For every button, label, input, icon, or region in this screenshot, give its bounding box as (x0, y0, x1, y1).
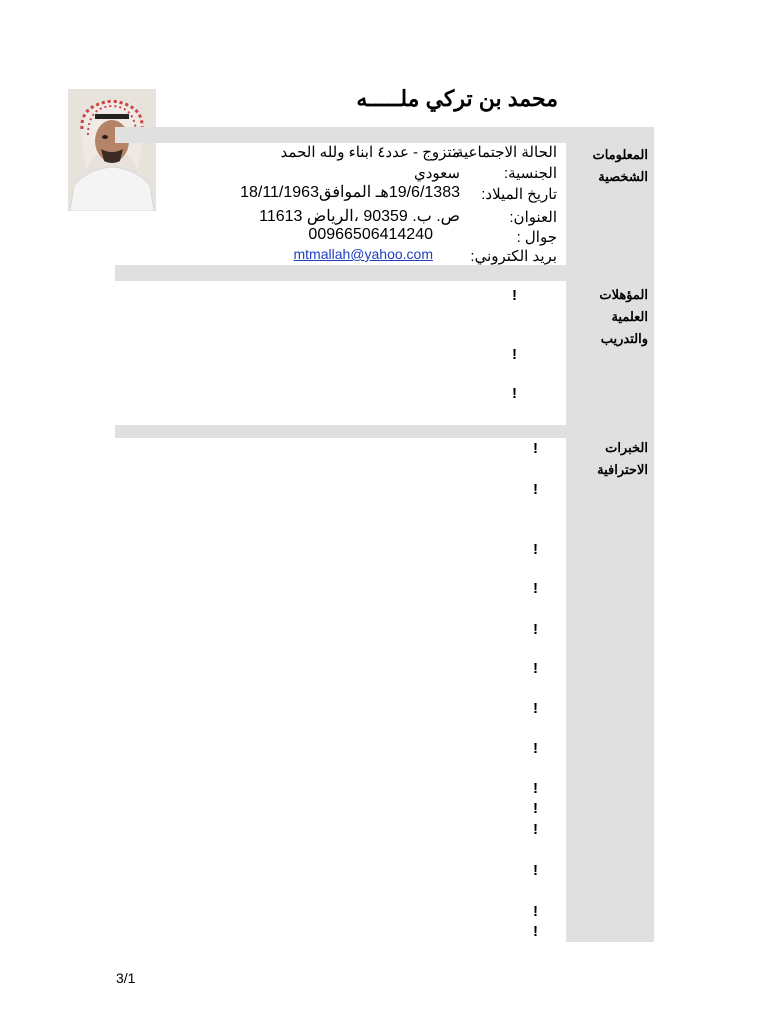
bullet-icon: ! (533, 621, 538, 638)
field-value-nationality: سعودي (414, 165, 460, 182)
page-title: محمد بن تركي ملـــــه (356, 86, 558, 111)
field-label-mobile: جوال : (516, 229, 557, 246)
field-label-email: بريد الكتروني: (470, 248, 557, 265)
bullet-icon: ! (533, 800, 538, 817)
bullet-icon: ! (512, 385, 517, 402)
field-value-marital: متزوج - عدد٤ ابناء ولله الحمد (280, 144, 460, 161)
bullet-icon: ! (533, 903, 538, 920)
field-label-birthdate: تاريخ الميلاد: (481, 186, 557, 203)
section-label-experience: الخبرات الاحترافية (597, 440, 648, 477)
section-label-education: المؤهلات العلمية والتدريب (599, 287, 648, 346)
field-value-address: ص. ب. 90359 ،الرياض 11613 (259, 208, 460, 225)
email-link[interactable]: mtmallah@yahoo.com (293, 246, 433, 262)
section-separator-band (115, 265, 566, 281)
field-label-address: العنوان: (509, 209, 557, 226)
bullet-icon: ! (533, 440, 538, 457)
field-label-nationality: الجنسية: (503, 165, 557, 182)
field-value-mobile: 00966506414240 (308, 226, 433, 243)
section-label-column (566, 143, 654, 942)
field-label-marital: الحالة الاجتماعية: (451, 144, 557, 161)
bullet-icon: ! (533, 541, 538, 558)
person-photo-icon (68, 89, 156, 211)
bullet-icon: ! (533, 700, 538, 717)
bullet-icon: ! (533, 481, 538, 498)
bullet-icon: ! (512, 287, 517, 304)
bullet-icon: ! (533, 580, 538, 597)
bullet-icon: ! (533, 923, 538, 940)
bullet-icon: ! (533, 660, 538, 677)
table-header-band (115, 127, 654, 143)
section-label-personal: المعلومات الشخصية (592, 147, 648, 184)
bullet-icon: ! (533, 740, 538, 757)
section-separator-band (115, 425, 566, 438)
bullet-icon: ! (512, 346, 517, 363)
page-number: 3/1 (116, 970, 136, 986)
bullet-icon: ! (533, 862, 538, 879)
field-value-birthdate: 19/6/1383هـ الموافق18/11/1963 (240, 184, 460, 201)
bullet-icon: ! (533, 780, 538, 797)
profile-photo (68, 89, 156, 211)
bullet-icon: ! (533, 821, 538, 838)
